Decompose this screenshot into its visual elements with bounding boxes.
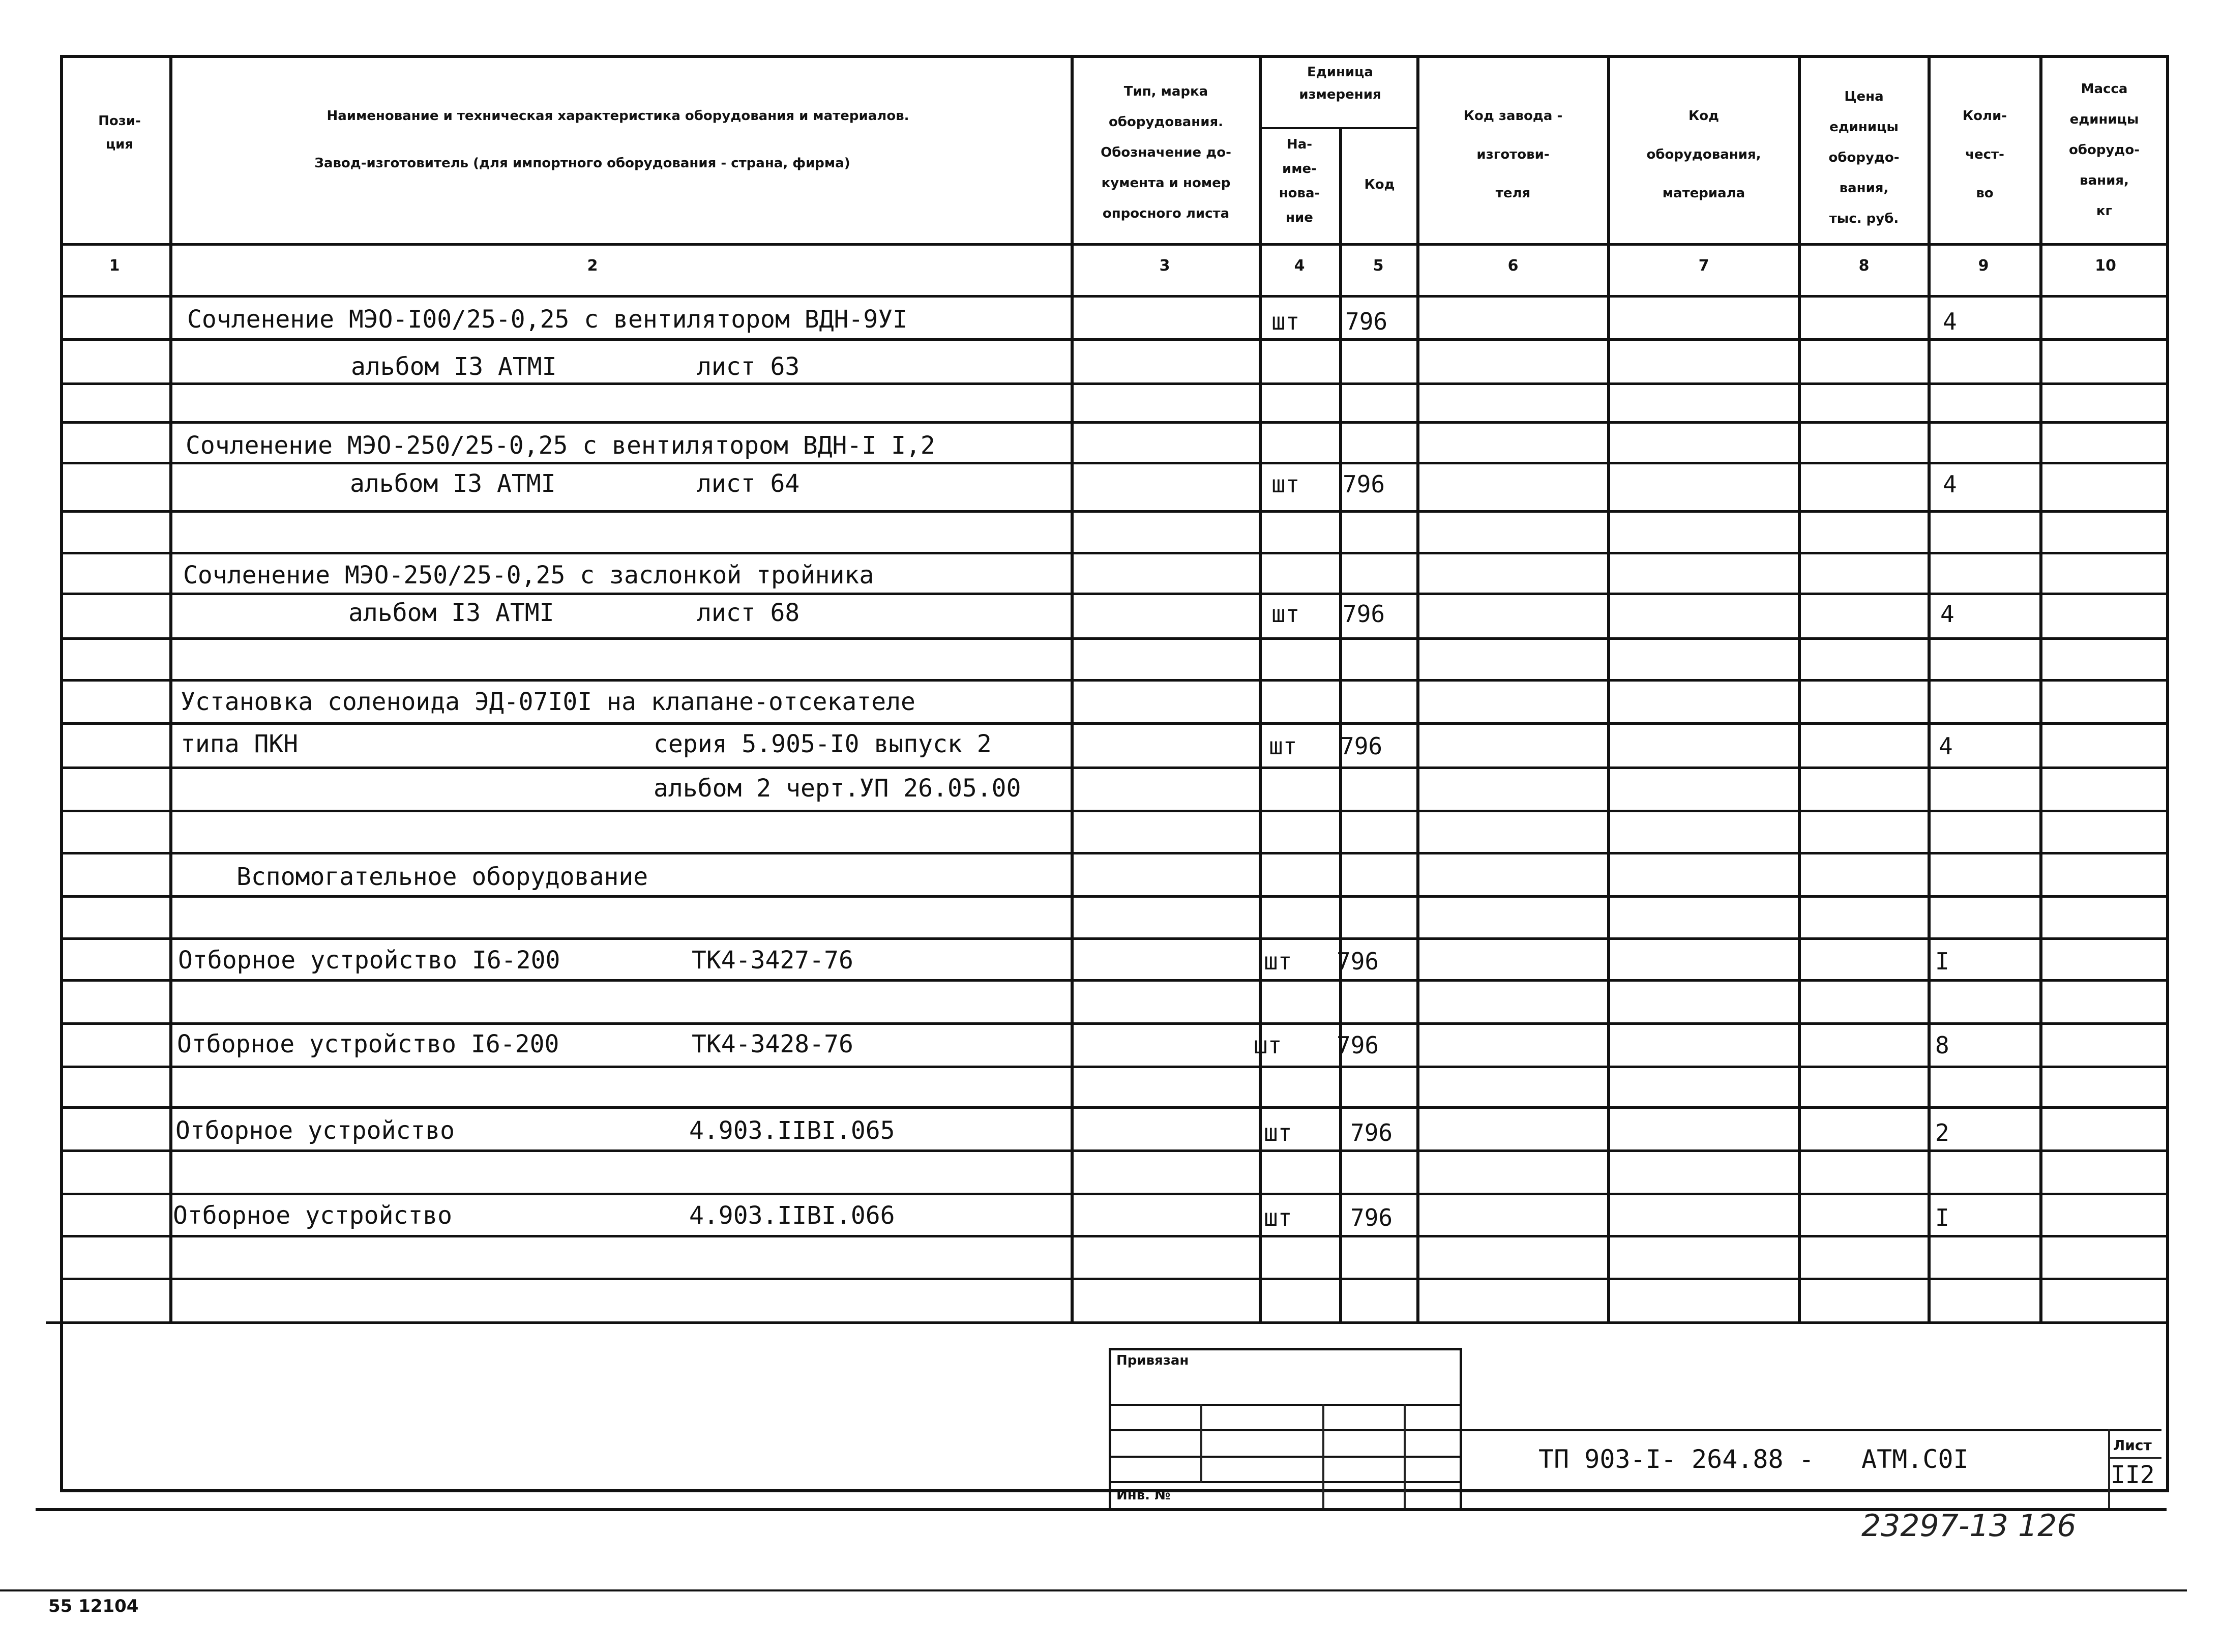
- row-qty: 2: [1935, 1119, 1949, 1146]
- stamp-top-border: [1109, 1348, 1462, 1350]
- header-name-line1: Наименование и техническая характеристика оборудования и материалов.: [327, 108, 909, 124]
- stamp-line: [1109, 1429, 1462, 1431]
- row-name: Сочленение МЭО-250/25-0,25 с вентилятором ВДН-I I,2: [186, 431, 935, 460]
- row-line: [60, 895, 2166, 898]
- col-number: 4: [1294, 257, 1305, 275]
- row-qty: 4: [1940, 600, 1954, 628]
- row-line: [60, 1278, 2166, 1280]
- header-price: Цена единицы оборудо- вания, тыс. руб.: [1828, 89, 1900, 226]
- stamp-attached-label: Привязан: [1116, 1353, 1189, 1368]
- row-line: [46, 1321, 2166, 1324]
- row-ref: ТК4-3427-76: [692, 946, 853, 975]
- col-number: 8: [1858, 257, 1870, 275]
- stamp-line: [1109, 1404, 1462, 1406]
- col-number: 9: [1978, 257, 1989, 275]
- row-unit: шт: [1264, 1204, 1292, 1231]
- row-line: [60, 382, 2166, 385]
- document-code-suffix: АТМ.С0I: [1861, 1444, 1969, 1474]
- stamp-left-border: [1109, 1348, 1111, 1508]
- col-number: 10: [2095, 257, 2116, 275]
- header-unit-name: На- име- нова- ние: [1279, 137, 1320, 225]
- row-qty: 8: [1935, 1031, 1949, 1059]
- row-section-title: Вспомогательное оборудование: [236, 863, 648, 891]
- row-line: [60, 1235, 2166, 1237]
- row-line: [60, 552, 2166, 554]
- row-ref: лист 63: [697, 352, 800, 381]
- col-number: 1: [109, 257, 120, 275]
- stamp-line: [1109, 1481, 1462, 1483]
- row-name: альбом I3 АТМI: [351, 352, 557, 381]
- header-equipment-code: Код оборудования, материала: [1646, 108, 1761, 201]
- row-name: Отборное устройство: [173, 1201, 453, 1230]
- header-bottom-line: [60, 243, 2166, 246]
- title-block-line: [1460, 1429, 2161, 1431]
- stamp-cell-divider: [1322, 1404, 1324, 1508]
- header-unit-group: Единица измерения: [1299, 65, 1381, 102]
- row-qty: I: [1935, 1204, 1949, 1231]
- col-number: 7: [1698, 257, 1709, 275]
- row-line: [60, 810, 2166, 812]
- row-name: альбом I3 АТМI: [348, 599, 554, 627]
- row-code: 796: [1350, 1119, 1393, 1146]
- footer-line: [0, 1589, 2187, 1591]
- document-code: ТП 903-I- 264.88 -: [1538, 1444, 1814, 1474]
- row-code: 796: [1337, 948, 1379, 975]
- row-line: [60, 1149, 2166, 1152]
- row-code: 796: [1343, 600, 1385, 628]
- footer-code: 55 12104: [48, 1596, 139, 1616]
- row-line: [60, 1193, 2166, 1195]
- sheet-label: Лист: [2113, 1437, 2152, 1454]
- row-line: [60, 510, 2166, 513]
- row-ref: ТК4-3428-76: [692, 1030, 853, 1058]
- header-name-line2: Завод-изготовитель (для импортного оборудования - страна, фирма): [314, 156, 850, 171]
- header-quantity: Коли- чест- во: [1962, 108, 2007, 201]
- unit-group-divider: [1259, 127, 1419, 129]
- sheet-box-line: [2108, 1457, 2161, 1459]
- number-row-bottom-line: [60, 295, 2166, 298]
- table-top-border: [60, 55, 2166, 58]
- row-name: типа ПКН: [181, 730, 299, 758]
- row-ref: лист 68: [697, 599, 800, 627]
- row-code: 796: [1345, 308, 1388, 335]
- row-line: [60, 979, 2166, 982]
- row-code: 796: [1337, 1031, 1379, 1059]
- col-number: 5: [1373, 257, 1384, 275]
- row-line: [60, 766, 2166, 769]
- row-ref: альбом 2 черт.УП 26.05.00: [654, 774, 1021, 803]
- row-line: [60, 1066, 2166, 1068]
- row-line: [60, 593, 2166, 595]
- sheet-number: II2: [2111, 1461, 2155, 1489]
- row-unit: шт: [1271, 600, 1300, 628]
- stamp-cell-divider: [1404, 1404, 1406, 1508]
- row-name: Отборное устройство I6-200: [177, 1030, 559, 1058]
- col-number: 6: [1507, 257, 1519, 275]
- row-line: [60, 637, 2166, 640]
- handwritten-archive-number: 23297-13 126: [1861, 1508, 2077, 1544]
- row-name: Отборное устройство I6-200: [178, 946, 560, 975]
- stamp-cell-divider: [1200, 1404, 1202, 1483]
- sheet-box-border: [2108, 1429, 2110, 1508]
- row-line: [60, 722, 2166, 725]
- row-qty: 4: [1943, 470, 1957, 498]
- stamp-line: [1109, 1456, 1462, 1458]
- row-line: [60, 937, 2166, 940]
- row-ref: лист 64: [697, 469, 800, 498]
- row-line: [60, 462, 2166, 464]
- row-line: [60, 338, 2166, 341]
- stamp-divider: [1460, 1348, 1462, 1508]
- header-mass: Масса единицы оборудо- вания, кг: [2068, 81, 2140, 219]
- row-unit: шт: [1271, 470, 1300, 498]
- header-unit-code: Код: [1364, 177, 1395, 192]
- row-unit: шт: [1271, 308, 1300, 335]
- row-qty: I: [1935, 948, 1949, 975]
- row-unit: шт: [1264, 948, 1292, 975]
- header-position: Пози- ция: [98, 113, 141, 152]
- row-unit: шт: [1254, 1031, 1282, 1059]
- row-line: [60, 679, 2166, 682]
- row-unit: шт: [1269, 732, 1297, 760]
- row-name: Сочленение МЭО-250/25-0,25 с заслонкой тройника: [183, 561, 874, 589]
- row-unit: шт: [1264, 1119, 1292, 1146]
- row-code: 796: [1340, 732, 1383, 760]
- stamp-bottom-border: [36, 1508, 2167, 1511]
- row-name: Сочленение МЭО-I00/25-0,25 с вентилятором ВДН-9УI: [187, 305, 908, 334]
- row-ref: 4.903.IIBI.065: [689, 1116, 895, 1145]
- row-line: [60, 1106, 2166, 1109]
- col-number: 2: [587, 257, 598, 275]
- stamp-inv-label: Инв. №: [1116, 1488, 1171, 1503]
- header-type: Тип, марка оборудования. Обозначение до- кумента и номер опросного листа: [1101, 84, 1231, 221]
- row-line: [60, 421, 2166, 424]
- row-ref: серия 5.905-I0 выпуск 2: [654, 730, 992, 758]
- row-line: [60, 1022, 2166, 1025]
- row-line: [60, 852, 2166, 854]
- row-qty: 4: [1939, 732, 1953, 760]
- row-code: 796: [1350, 1204, 1393, 1231]
- row-name: Установка соленоида ЭД-07I0I на клапане-отсекателе: [181, 688, 915, 716]
- row-name: Отборное устройство: [175, 1116, 455, 1145]
- header-factory-code: Код завода - изготови- теля: [1463, 108, 1563, 201]
- row-code: 796: [1343, 470, 1385, 498]
- row-ref: 4.903.IIBI.066: [689, 1201, 895, 1230]
- row-qty: 4: [1943, 308, 1957, 335]
- row-name: альбом I3 АТМI: [350, 469, 556, 498]
- col-number: 3: [1159, 257, 1170, 275]
